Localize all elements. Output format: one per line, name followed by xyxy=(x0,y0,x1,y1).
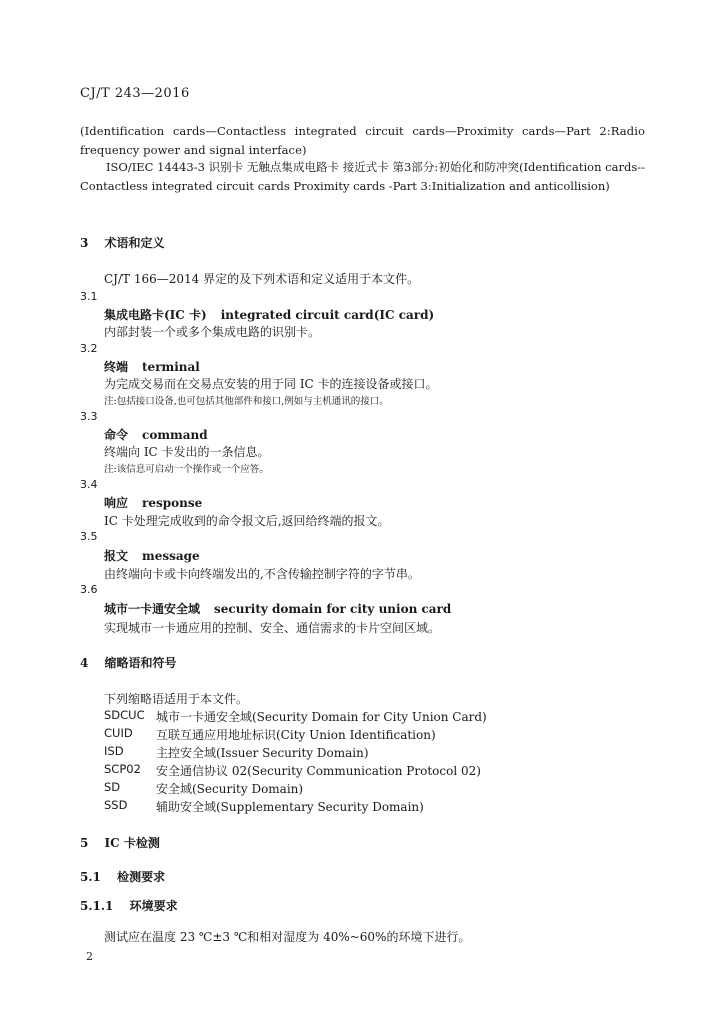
abbreviation-key: CUID xyxy=(104,726,133,740)
term-title xyxy=(104,547,200,564)
subsection-title: 环境要求 xyxy=(129,899,178,913)
abbreviation-row xyxy=(104,780,604,798)
term-definition: 实现城市一卡通应用的控制、安全、通信需求的卡片空间区域。 xyxy=(104,621,441,635)
section-number: 5 xyxy=(80,836,89,850)
term-note: 注:该信息可启动一个操作或一个应答。 xyxy=(104,464,269,475)
section-5-heading xyxy=(80,834,160,851)
abbreviation-key: ISD xyxy=(104,744,124,758)
term-title xyxy=(104,426,208,443)
term-en: message xyxy=(142,549,200,563)
abbreviation-value: 主控安全域(Issuer Security Domain) xyxy=(156,746,369,760)
term-number: 3.4 xyxy=(80,478,98,491)
subsection-5-1-heading xyxy=(80,868,165,885)
abbreviation-row xyxy=(104,744,604,762)
abbreviation-key: SSD xyxy=(104,798,128,812)
term-zh: 命令 xyxy=(104,428,129,442)
abbreviation-value: 互联互通应用地址标识(City Union Identification) xyxy=(156,728,436,742)
page-number: 2 xyxy=(86,950,93,963)
term-en: terminal xyxy=(142,360,200,374)
term-en: response xyxy=(142,496,203,510)
subsection-number: 5.1.1 xyxy=(80,899,114,913)
section-title: 术语和定义 xyxy=(104,236,165,250)
term-en: command xyxy=(142,428,208,442)
section-3-heading xyxy=(80,234,165,251)
term-zh: 响应 xyxy=(104,496,129,510)
section-number: 3 xyxy=(80,236,89,250)
section-title: 缩略语和符号 xyxy=(104,656,177,670)
abbreviation-key: SD xyxy=(104,780,121,794)
term-definition: 内部封装一个或多个集成电路的识别卡。 xyxy=(104,325,321,339)
term-number: 3.6 xyxy=(80,583,98,596)
abbreviation-value: 安全通信协议 02(Security Communication Protocol 02) xyxy=(156,764,481,778)
abbreviation-row xyxy=(104,798,604,816)
subsection-title: 检测要求 xyxy=(117,870,166,884)
abbreviation-row xyxy=(104,726,604,744)
term-en: integrated circuit card(IC card) xyxy=(220,308,435,322)
section-4-heading xyxy=(80,654,177,671)
subsection-number: 5.1 xyxy=(80,870,101,884)
term-definition: 为完成交易而在交易点安装的用于同 IC 卡的连接设备或接口。 xyxy=(104,377,438,391)
reference-line-1: (Identification cards—Contactless integrated circuit cards—Proximity cards—Part 2:Radio frequency power and signal interface) xyxy=(80,124,645,157)
reference-line-2: ISO/IEC 14443-3 识别卡 无触点集成电路卡 接近式卡 第3部分:初始化和防冲突(Identification cards--Contactless integrated circuit cards Proximity cards -Part 3:Initialization and anticollision) xyxy=(80,160,645,193)
subsection-5-1-1-heading xyxy=(80,897,178,914)
abbreviation-key: SDCUC xyxy=(104,708,145,722)
term-number: 3.5 xyxy=(80,530,98,543)
term-definition: 由终端向卡或卡向终端发出的,不含传输控制字符的字节串。 xyxy=(104,567,420,581)
term-number: 3.3 xyxy=(80,410,98,423)
term-zh: 城市一卡通安全域 xyxy=(104,602,201,616)
section-3-intro: CJ/T 166—2014 界定的及下列术语和定义适用于本文件。 xyxy=(104,272,420,286)
abbreviation-row xyxy=(104,762,604,780)
term-definition: 终端向 IC 卡发出的一条信息。 xyxy=(104,445,270,459)
term-en: security domain for city union card xyxy=(214,602,452,616)
abbreviation-list xyxy=(104,708,604,816)
term-note: 注:包括接口设备,也可包括其他部件和接口,例如与主机通讯的接口。 xyxy=(104,396,389,407)
term-title xyxy=(104,494,202,511)
term-number: 3.2 xyxy=(80,342,98,355)
environment-requirement-text: 测试应在温度 23 ℃±3 ℃和相对湿度为 40%~60%的环境下进行。 xyxy=(104,930,471,944)
abbreviation-value: 城市一卡通安全域(Security Domain for City Union Card) xyxy=(156,710,487,724)
term-zh: 集成电路卡(IC 卡) xyxy=(104,308,207,322)
abbreviation-value: 安全域(Security Domain) xyxy=(156,782,304,796)
term-zh: 报文 xyxy=(104,549,129,563)
term-number: 3.1 xyxy=(80,290,98,303)
section-4-intro: 下列缩略语适用于本文件。 xyxy=(104,692,249,706)
abbreviation-row xyxy=(104,708,604,726)
abbreviation-value: 辅助安全域(Supplementary Security Domain) xyxy=(156,800,424,814)
term-definition: IC 卡处理完成收到的命令报文后,返回给终端的报文。 xyxy=(104,514,390,528)
abbreviation-key: SCP02 xyxy=(104,762,141,776)
term-zh: 终端 xyxy=(104,360,129,374)
term-title xyxy=(104,358,200,375)
section-number: 4 xyxy=(80,656,89,670)
term-title xyxy=(104,306,434,323)
section-title: IC 卡检测 xyxy=(104,836,160,850)
document-code-header: CJ/T 243—2016 xyxy=(80,86,190,101)
term-title xyxy=(104,600,451,617)
